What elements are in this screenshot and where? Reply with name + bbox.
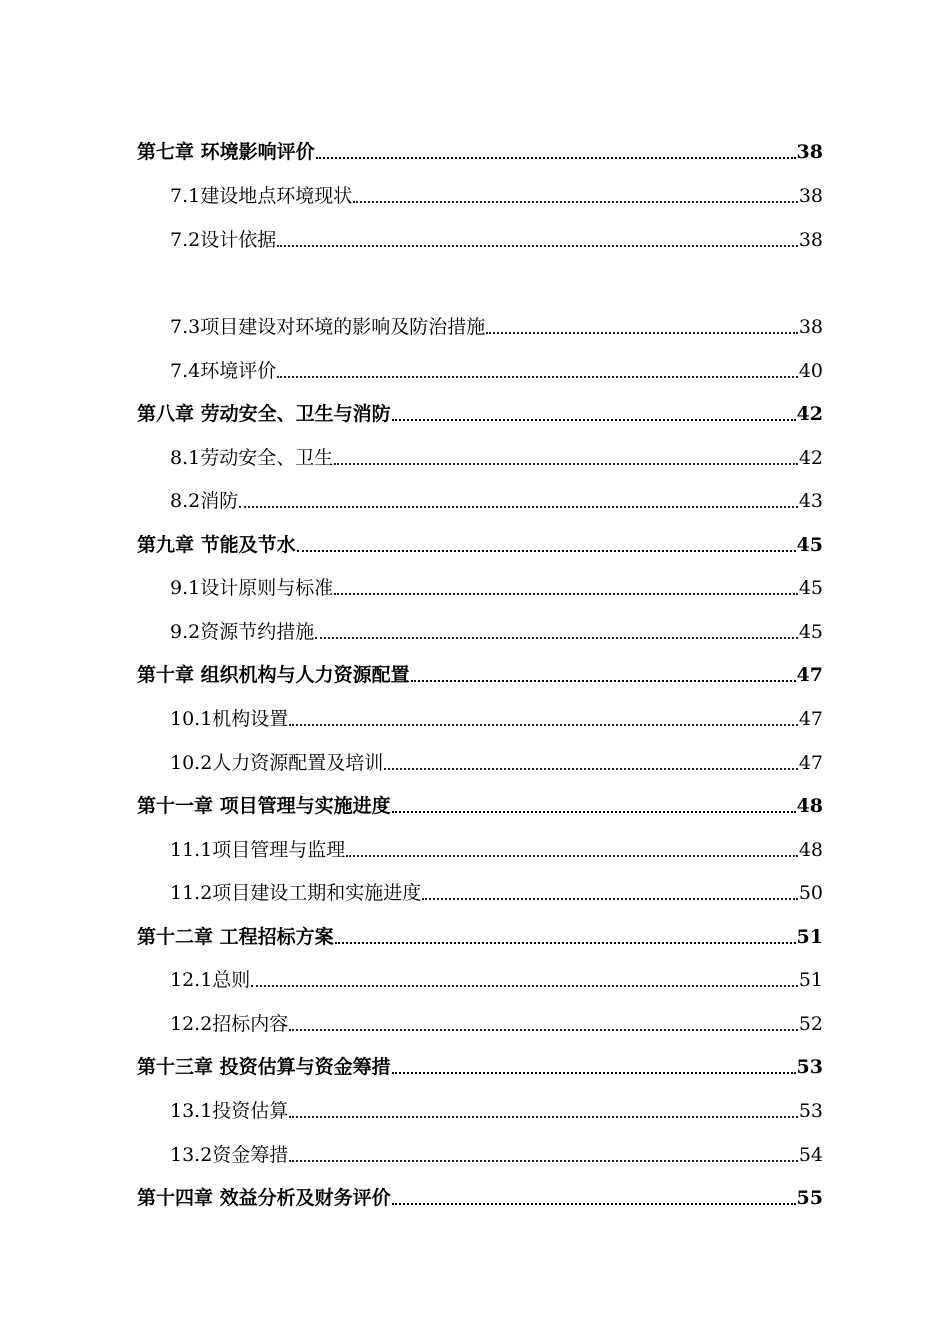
toc-entry-page: 48 [796,795,823,817]
toc-entry-section-12-2[interactable] [170,1006,823,1036]
dot-leader [392,1055,796,1079]
toc-entry-section-11-2[interactable] [170,875,823,905]
toc-entry-page: 45 [798,577,823,599]
dot-leader [289,1143,798,1167]
toc-entry-label: 9.2资源节约措施 [170,621,315,643]
toc-entry-page: 50 [798,882,823,904]
toc-entry-section-9-1[interactable] [170,570,823,600]
dot-leader [334,446,798,470]
toc-entry-page: 42 [796,403,823,425]
dot-leader [277,359,798,383]
toc-entry-label: 第十三章 投资估算与资金筹措 [137,1056,391,1078]
dot-leader [422,881,798,905]
toc-entry-page: 45 [798,621,823,643]
toc-entry-page: 38 [798,229,823,251]
toc-entry-label: 第十章 组织机构与人力资源配置 [137,664,410,686]
toc-entry-label: 7.3项目建设对环境的影响及防治措施 [170,316,486,338]
toc-entry-label: 10.2人力资源配置及培训 [170,752,384,774]
toc-entry-section-7-3[interactable] [170,309,823,339]
toc-entry-label: 第十二章 工程招标方案 [137,926,334,948]
toc-entry-label: 10.1机构设置 [170,708,289,730]
toc-entry-page: 42 [798,447,823,469]
toc-entry-label: 8.1劳动安全、卫生 [170,447,334,469]
toc-entry-section-13-2[interactable] [170,1137,823,1167]
toc-entry-page: 43 [798,490,823,512]
toc-entry-section-13-1[interactable] [170,1093,823,1123]
toc-entry-page: 51 [798,969,823,991]
toc-entry-chapter-8[interactable] [137,396,823,426]
toc-entry-section-7-2[interactable] [170,222,823,252]
dot-leader [334,576,798,600]
toc-entry-chapter-13[interactable] [137,1049,823,1079]
dot-leader [335,925,796,949]
toc-entry-page: 47 [796,664,823,686]
toc-entry-label: 11.1项目管理与监理 [170,839,346,861]
dot-leader [316,140,796,164]
dot-leader [289,1099,798,1123]
toc-entry-label: 12.2招标内容 [170,1013,289,1035]
dot-leader [289,707,798,731]
toc-entry-label: 7.1建设地点环境现状 [170,185,353,207]
toc-entry-section-10-1[interactable] [170,701,823,731]
dot-leader [392,794,796,818]
toc-entry-page: 48 [798,839,823,861]
toc-entry-chapter-7[interactable] [137,134,823,164]
dot-leader [392,1186,796,1210]
toc-entry-label: 9.1设计原则与标准 [170,577,334,599]
toc-entry-page: 55 [796,1187,823,1209]
toc-entry-section-8-2[interactable] [170,483,823,513]
toc-entry-section-10-2[interactable] [170,745,823,775]
dot-leader [411,663,796,687]
toc-entry-page: 38 [798,185,823,207]
toc-entry-chapter-9[interactable] [137,527,823,557]
toc-entry-section-12-1[interactable] [170,962,823,992]
toc-entry-label: 8.2消防 [170,490,239,512]
toc-entry-page: 45 [796,534,823,556]
toc-entry-page: 54 [798,1144,823,1166]
dot-leader [384,751,798,775]
toc-entry-page: 40 [798,360,823,382]
toc-entry-section-8-1[interactable] [170,440,823,470]
toc-entry-section-11-1[interactable] [170,832,823,862]
dot-leader [392,402,796,426]
dot-leader [353,184,798,208]
dot-leader [346,838,798,862]
toc-entry-label: 第七章 环境影响评价 [137,141,315,163]
dot-leader [297,533,796,557]
toc-entry-label: 第十一章 项目管理与实施进度 [137,795,391,817]
dot-leader [315,620,798,644]
toc-entry-section-9-2[interactable] [170,614,823,644]
toc-entry-chapter-11[interactable] [137,788,823,818]
toc-entry-page: 53 [796,1056,823,1078]
dot-leader [251,968,798,992]
toc-entry-chapter-14[interactable] [137,1180,823,1210]
toc-entry-label: 第八章 劳动安全、卫生与消防 [137,403,391,425]
toc-entry-label: 第九章 节能及节水 [137,534,296,556]
toc-entry-page: 38 [796,141,823,163]
dot-leader [289,1012,798,1036]
toc-entry-label: 11.2项目建设工期和实施进度 [170,882,422,904]
toc-entry-label: 7.2设计依据 [170,229,277,251]
toc-entry-label: 13.2资金筹措 [170,1144,289,1166]
toc-entry-chapter-10[interactable] [137,657,823,687]
toc-entry-page: 47 [798,708,823,730]
toc-entry-page: 47 [798,752,823,774]
toc-entry-section-7-4[interactable] [170,353,823,383]
dot-leader [277,228,798,252]
toc-entry-page: 51 [796,926,823,948]
toc-entry-label: 第十四章 效益分析及财务评价 [137,1187,391,1209]
toc-entry-section-7-1[interactable] [170,178,823,208]
toc-entry-page: 38 [798,316,823,338]
toc-entry-label: 7.4环境评价 [170,360,277,382]
toc-entry-label: 12.1总则 [170,969,251,991]
dot-leader [486,315,798,339]
toc-entry-page: 52 [798,1013,823,1035]
toc-entry-chapter-12[interactable] [137,919,823,949]
dot-leader [239,489,798,513]
toc-entry-page: 53 [798,1100,823,1122]
toc-entry-label: 13.1投资估算 [170,1100,289,1122]
